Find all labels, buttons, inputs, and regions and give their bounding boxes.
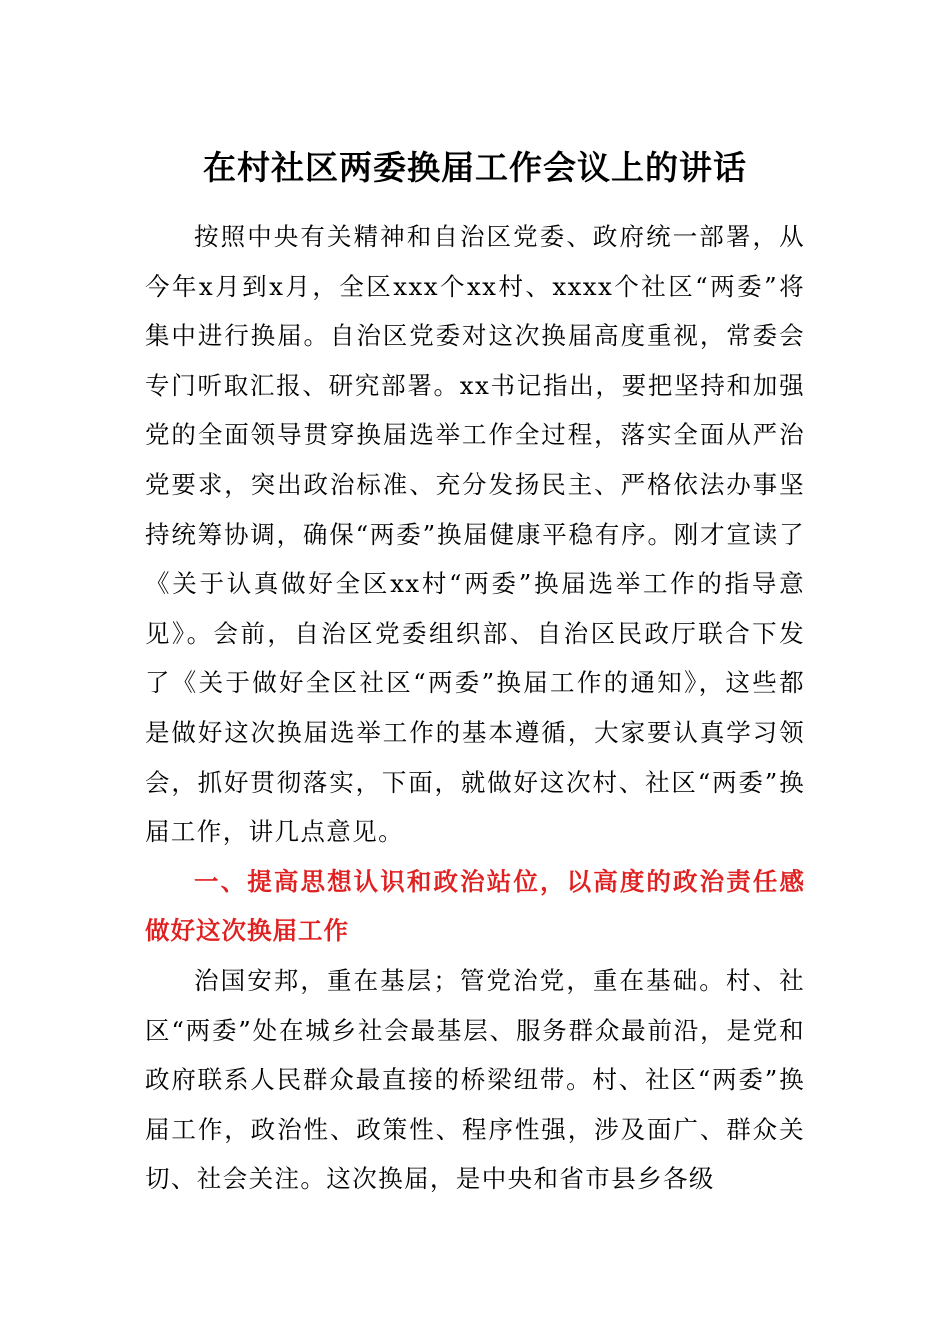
document-page — [145, 140, 805, 1204]
body-paragraph-2: 治国安邦，重在基层；管党治党，重在基础。村、社区“两委”处在城乡社会最基层、服务群众最前沿，是党和政府联系人民群众最直接的桥梁纽带。村、社区“两委”换届工作，政治性、政策性、程序性强，涉及面广、群众关切、社会关注。这次换届，是中央和省市县乡各级 — [145, 965, 805, 1194]
document-title: 在村社区两委换届工作会议上的讲话 — [203, 148, 747, 187]
body-paragraph-1: 按照中央有关精神和自治区党委、政府统一部署，从今年x月到x月，全区xxx个xx村、xxxx个社区“两委”将集中进行换届。自治区党委对这次换届高度重视，常委会专门听取汇报、研究部署。xx书记指出，要把坚持和加强党的全面领导贯穿换届选举工作全过程，落实全面从严治党要求，突出政治标准、充分发扬民主、严格依法办事坚持统筹协调，确保“两委”换届健康平稳有序。刚才宣读了《关于认真做好全区xx村“两委”换届选举工作的指导意见》。会前，自治区党委组织部、自治区民政厅联合下发了《关于做好全区社区“两委”换届工作的通知》，这些都是做好这次换届选举工作的基本遵循，大家要认真学习领会，抓好贯彻落实，下面，就做好这次村、社区“两委”换届工作，讲几点意见。 — [145, 222, 805, 847]
section-heading-1: 一、提高思想认识和政治站位，以高度的政治责任感做好这次换届工作 — [145, 866, 805, 946]
